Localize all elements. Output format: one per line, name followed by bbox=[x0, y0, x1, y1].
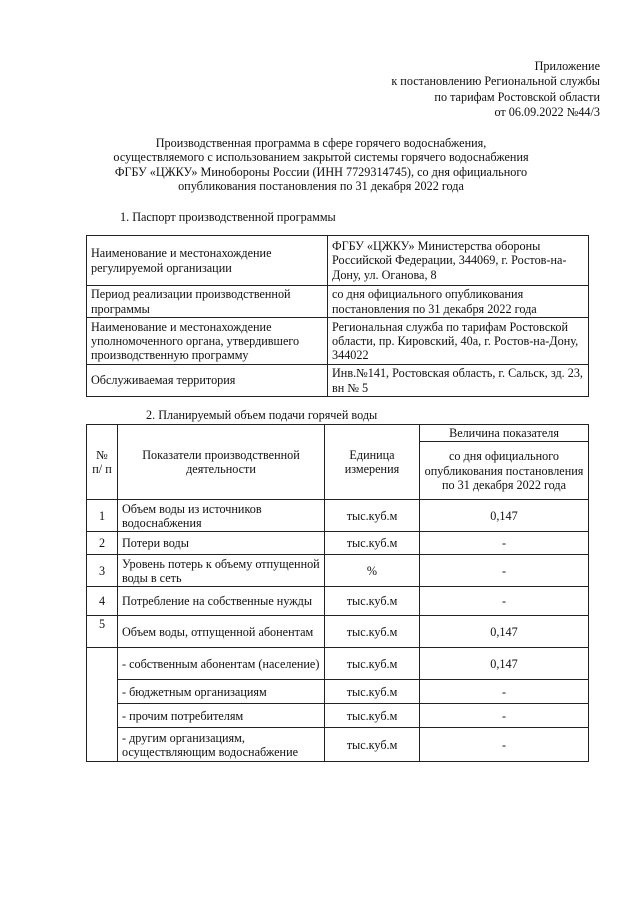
sub-value: 0,147 bbox=[420, 648, 589, 680]
row-name: Объем воды из источников водоснабжения bbox=[118, 500, 325, 532]
sub-row bbox=[87, 704, 589, 728]
row-unit: тыс.куб.м bbox=[325, 532, 420, 555]
title-line: ФГБУ «ЦЖКУ» Минобороны России (ИНН 7729314745), со дня официального bbox=[114, 164, 528, 179]
section1-heading: 1. Паспорт производственной программы bbox=[120, 210, 336, 224]
table-row bbox=[87, 318, 589, 365]
appendix-block bbox=[391, 59, 600, 120]
table-row bbox=[87, 587, 589, 616]
table-row bbox=[87, 236, 589, 286]
sub-value: - bbox=[420, 728, 589, 762]
appendix-date: от 06.09.2022 №44/3 bbox=[494, 104, 600, 119]
table-row bbox=[87, 365, 589, 397]
header-unit: Единица измерения bbox=[325, 425, 420, 500]
passport-label: Период реализации производственной программы bbox=[87, 286, 328, 318]
sub-unit: тыс.куб.м bbox=[325, 680, 420, 704]
section2-heading: 2. Планируемый объем подачи горячей воды bbox=[146, 408, 378, 422]
passport-value: Региональная служба по тарифам Ростовской области, пр. Кировский, 40а, г. Ростов-на-Дону, 344022 bbox=[328, 318, 589, 365]
row-unit: тыс.куб.м bbox=[325, 616, 420, 648]
sub-row bbox=[87, 728, 589, 762]
sub-name: - другим организациям, осуществляющим водоснабжение bbox=[118, 728, 325, 762]
row-value: - bbox=[420, 555, 589, 587]
document-title bbox=[86, 136, 556, 194]
row-num: 4 bbox=[87, 587, 118, 616]
row-name: Потребление на собственные нужды bbox=[118, 587, 325, 616]
header-value-group: Величина показателя bbox=[420, 425, 589, 442]
title-line: Производственная программа в сфере горячего водоснабжения, bbox=[155, 136, 487, 150]
row-name: Объем воды, отпущенной абонентам bbox=[118, 616, 325, 648]
appendix-line: по тарифам Ростовской области bbox=[434, 89, 600, 104]
row-num: 3 bbox=[87, 555, 118, 587]
row-value: 0,147 bbox=[420, 500, 589, 532]
sub-name: - бюджетным организациям bbox=[118, 680, 325, 704]
header-row bbox=[87, 425, 589, 442]
table-row bbox=[87, 616, 589, 648]
passport-value: ФГБУ «ЦЖКУ» Министерства обороны Российской Федерации, 344069, г. Ростов-на-Дону, ул. Оганова, 8 bbox=[328, 236, 589, 286]
title-line: опубликования постановления по 31 декабря 2022 года bbox=[178, 179, 464, 194]
row-unit: тыс.куб.м bbox=[325, 587, 420, 616]
sub-unit: тыс.куб.м bbox=[325, 728, 420, 762]
sub-value: - bbox=[420, 680, 589, 704]
sub-unit: тыс.куб.м bbox=[325, 648, 420, 680]
passport-table bbox=[86, 235, 589, 397]
table-row bbox=[87, 286, 589, 318]
passport-label: Наименование и местонахождение регулируемой организации bbox=[87, 236, 328, 286]
sub-unit: тыс.куб.м bbox=[325, 704, 420, 728]
row-name: Потери воды bbox=[118, 532, 325, 555]
row-value: - bbox=[420, 532, 589, 555]
appendix-line: Приложение bbox=[534, 59, 600, 73]
table-row bbox=[87, 555, 589, 587]
passport-value: Инв.№141, Ростовская область, г. Сальск, зд. 23, вн № 5 bbox=[328, 365, 589, 397]
table-row bbox=[87, 532, 589, 555]
appendix-line: к постановлению Региональной службы bbox=[391, 74, 600, 89]
row-value: 0,147 bbox=[420, 616, 589, 648]
header-indicator: Показатели производственной деятельности bbox=[118, 425, 325, 500]
row-num: 2 bbox=[87, 532, 118, 555]
volume-table bbox=[86, 424, 589, 762]
table-row bbox=[87, 500, 589, 532]
sub-row bbox=[87, 680, 589, 704]
row-num: 5 bbox=[87, 616, 118, 648]
title-line: осуществляемого с использованием закрытой системы горячего водоснабжения bbox=[113, 150, 529, 165]
sub-name: - собственным абонентам (население) bbox=[118, 648, 325, 680]
row-num: 1 bbox=[87, 500, 118, 532]
row-name: Уровень потерь к объему отпущенной воды в сеть bbox=[118, 555, 325, 587]
sub-row bbox=[87, 648, 589, 680]
passport-value: со дня официального опубликования постановления по 31 декабря 2022 года bbox=[328, 286, 589, 318]
header-num: № п/ п bbox=[87, 425, 118, 500]
row-value: - bbox=[420, 587, 589, 616]
sub-name: - прочим потребителям bbox=[118, 704, 325, 728]
row-unit: % bbox=[325, 555, 420, 587]
passport-label: Обслуживаемая территория bbox=[87, 365, 328, 397]
row-unit: тыс.куб.м bbox=[325, 500, 420, 532]
sub-value: - bbox=[420, 704, 589, 728]
passport-label: Наименование и местонахождение уполномоченного органа, утвердившего производственную программу bbox=[87, 318, 328, 365]
header-period: со дня официального опубликования постановления по 31 декабря 2022 года bbox=[420, 442, 589, 500]
sub-num-empty bbox=[87, 648, 118, 762]
